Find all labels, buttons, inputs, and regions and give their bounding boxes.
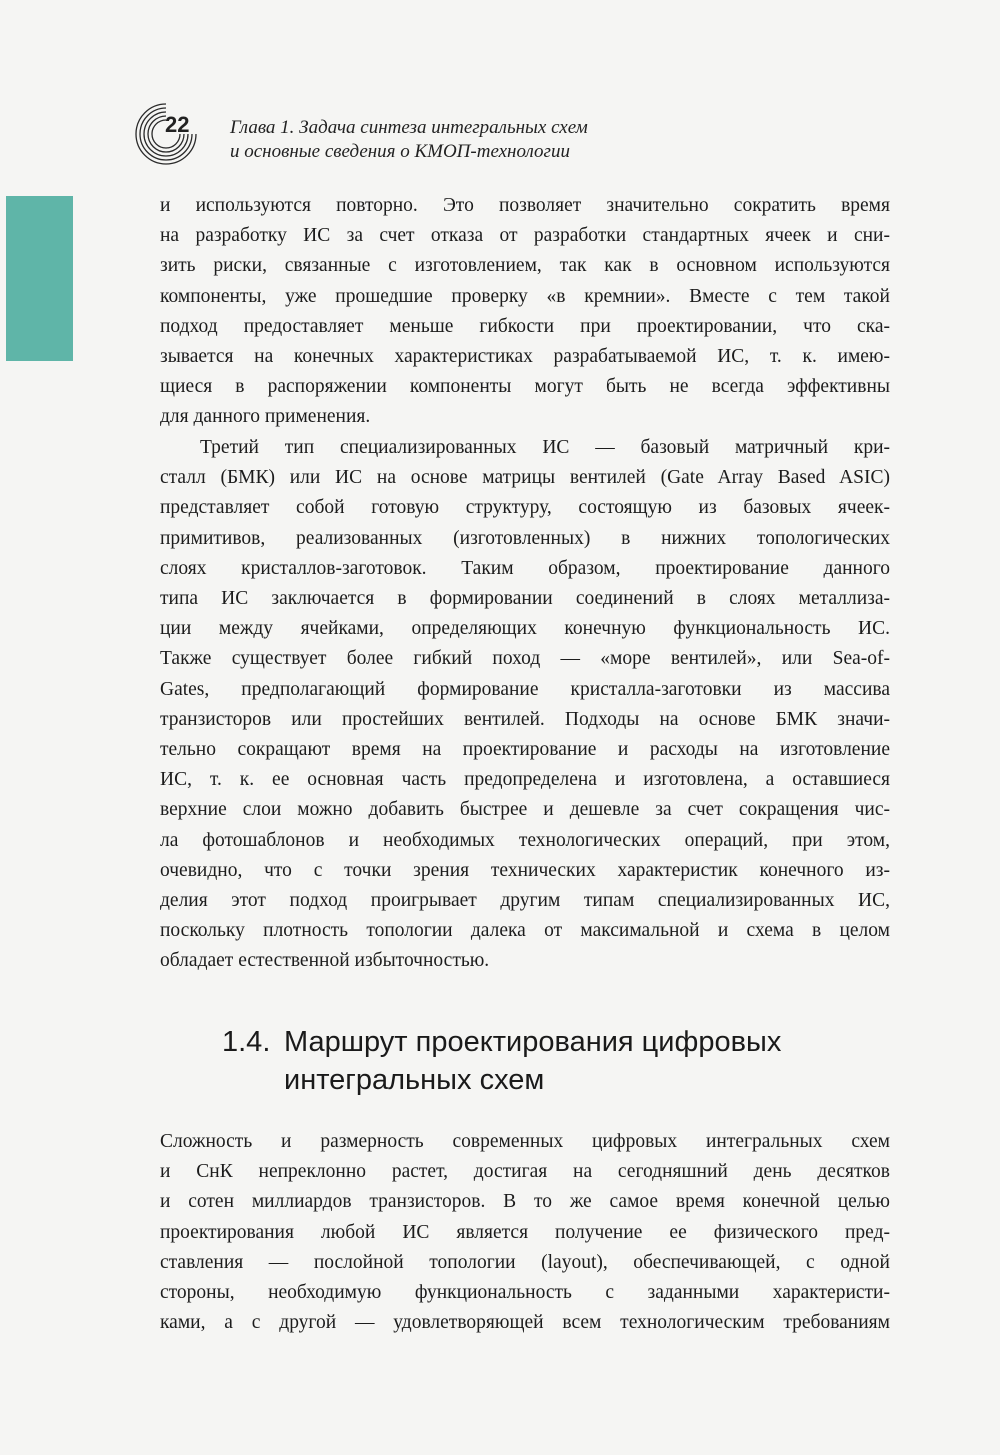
page-number: 22 [165, 112, 190, 137]
text-line: типа ИС заключается в формировании соединений в слоях металлиза- [160, 588, 890, 610]
text-line: на разработку ИС за счет отказа от разработки стандартных ячеек и сни- [160, 225, 890, 247]
section-title-line-1: Маршрут проектирования цифровых [284, 1026, 782, 1058]
text-line: ла фотошаблонов и необходимых технологических операций, при этом, [160, 829, 890, 851]
text-line: компоненты, уже прошедшие проверку «в кремнии». Вместе с тем такой [160, 285, 890, 307]
chapter-color-tab [6, 196, 73, 361]
text-line: слоях кристаллов-заготовок. Таким образом, проектирование данного [160, 557, 890, 579]
paragraph-2 [160, 433, 890, 977]
running-header [130, 98, 730, 168]
text-line: делия этот подход проигрывает другим типам специализированных ИС, [160, 890, 890, 912]
chapter-title [230, 116, 588, 164]
text-line: щиеся в распоряжении компоненты могут быть не всегда эффективны [160, 376, 890, 398]
text-line: Также существует более гибкий поход — «море вентилей», или Sea-of- [160, 648, 890, 670]
paragraph-1 [160, 191, 890, 433]
chapter-title-line-2: и основные сведения о КМОП-технологии [230, 141, 570, 162]
text-line: ИС, т. к. ее основная часть предопределена и изготовлена, а оставшиеся [160, 769, 890, 791]
text-line: примитивов, реализованных (изготовленных) в нижних топологических [160, 527, 890, 549]
text-line: и СнК непреклонно растет, достигая на сегодняшний день десятков [160, 1161, 890, 1183]
section-title-line-2: интегральных схем [284, 1064, 545, 1096]
text-line: и сотен миллиардов транзисторов. В то же самое время конечной целью [160, 1191, 890, 1213]
section-number: 1.4. [222, 1026, 271, 1058]
text-line: подход предоставляет меньше гибкости при проектировании, что ска- [160, 315, 890, 337]
text-line: ставления — послойной топологии (layout), обеспечивающей, с одной [160, 1251, 890, 1273]
text-line: обладает естественной избыточностью. [160, 950, 490, 972]
text-line: зывается на конечных характеристиках разрабатываемой ИС, т. к. имею- [160, 346, 890, 368]
text-line: Gates, предполагающий формирование кристалла-заготовки из массива [160, 678, 890, 700]
text-line: сталл (БМК) или ИС на основе матрицы вентилей (Gate Array Based ASIC) [160, 467, 890, 489]
text-line: поскольку плотность топологии далека от максимальной и схема в целом [160, 920, 890, 942]
text-line: верхние слои можно добавить быстрее и дешевле за счет сокращения чис- [160, 799, 890, 821]
text-line: ками, а с другой — удовлетворяющей всем технологическим требованиям [160, 1312, 890, 1334]
text-line: проектирования любой ИС является получение ее физического пред- [160, 1221, 890, 1243]
text-line: представляет собой готовую структуру, состоящую из базовых ячеек- [160, 497, 890, 519]
text-line: зить риски, связанные с изготовлением, так как в основном используются [160, 255, 890, 277]
text-line: Сложность и размерность современных цифровых интегральных схем [160, 1131, 890, 1152]
chapter-title-line-1: Глава 1. Задача синтеза интегральных схем [230, 117, 588, 138]
text-line: очевидно, что с точки зрения технических характеристик конечного из- [160, 859, 890, 881]
text-line: для данного применения. [160, 406, 371, 428]
text-line: и используются повторно. Это позволяет значительно сократить время [160, 195, 890, 216]
text-line: Третий тип специализированных ИС — базовый матричный кри- [200, 437, 890, 458]
paragraph-3 [160, 1127, 890, 1338]
text-line: тельно сокращают время на проектирование и расходы на изготовление [160, 739, 890, 761]
section-title [284, 1023, 864, 1099]
text-line: транзисторов или простейших вентилей. Подходы на основе БМК значи- [160, 708, 890, 730]
text-line: стороны, необходимую функциональность с заданными характеристи- [160, 1282, 890, 1304]
text-line: ции между ячейками, определяющих конечную функциональность ИС. [160, 618, 890, 640]
